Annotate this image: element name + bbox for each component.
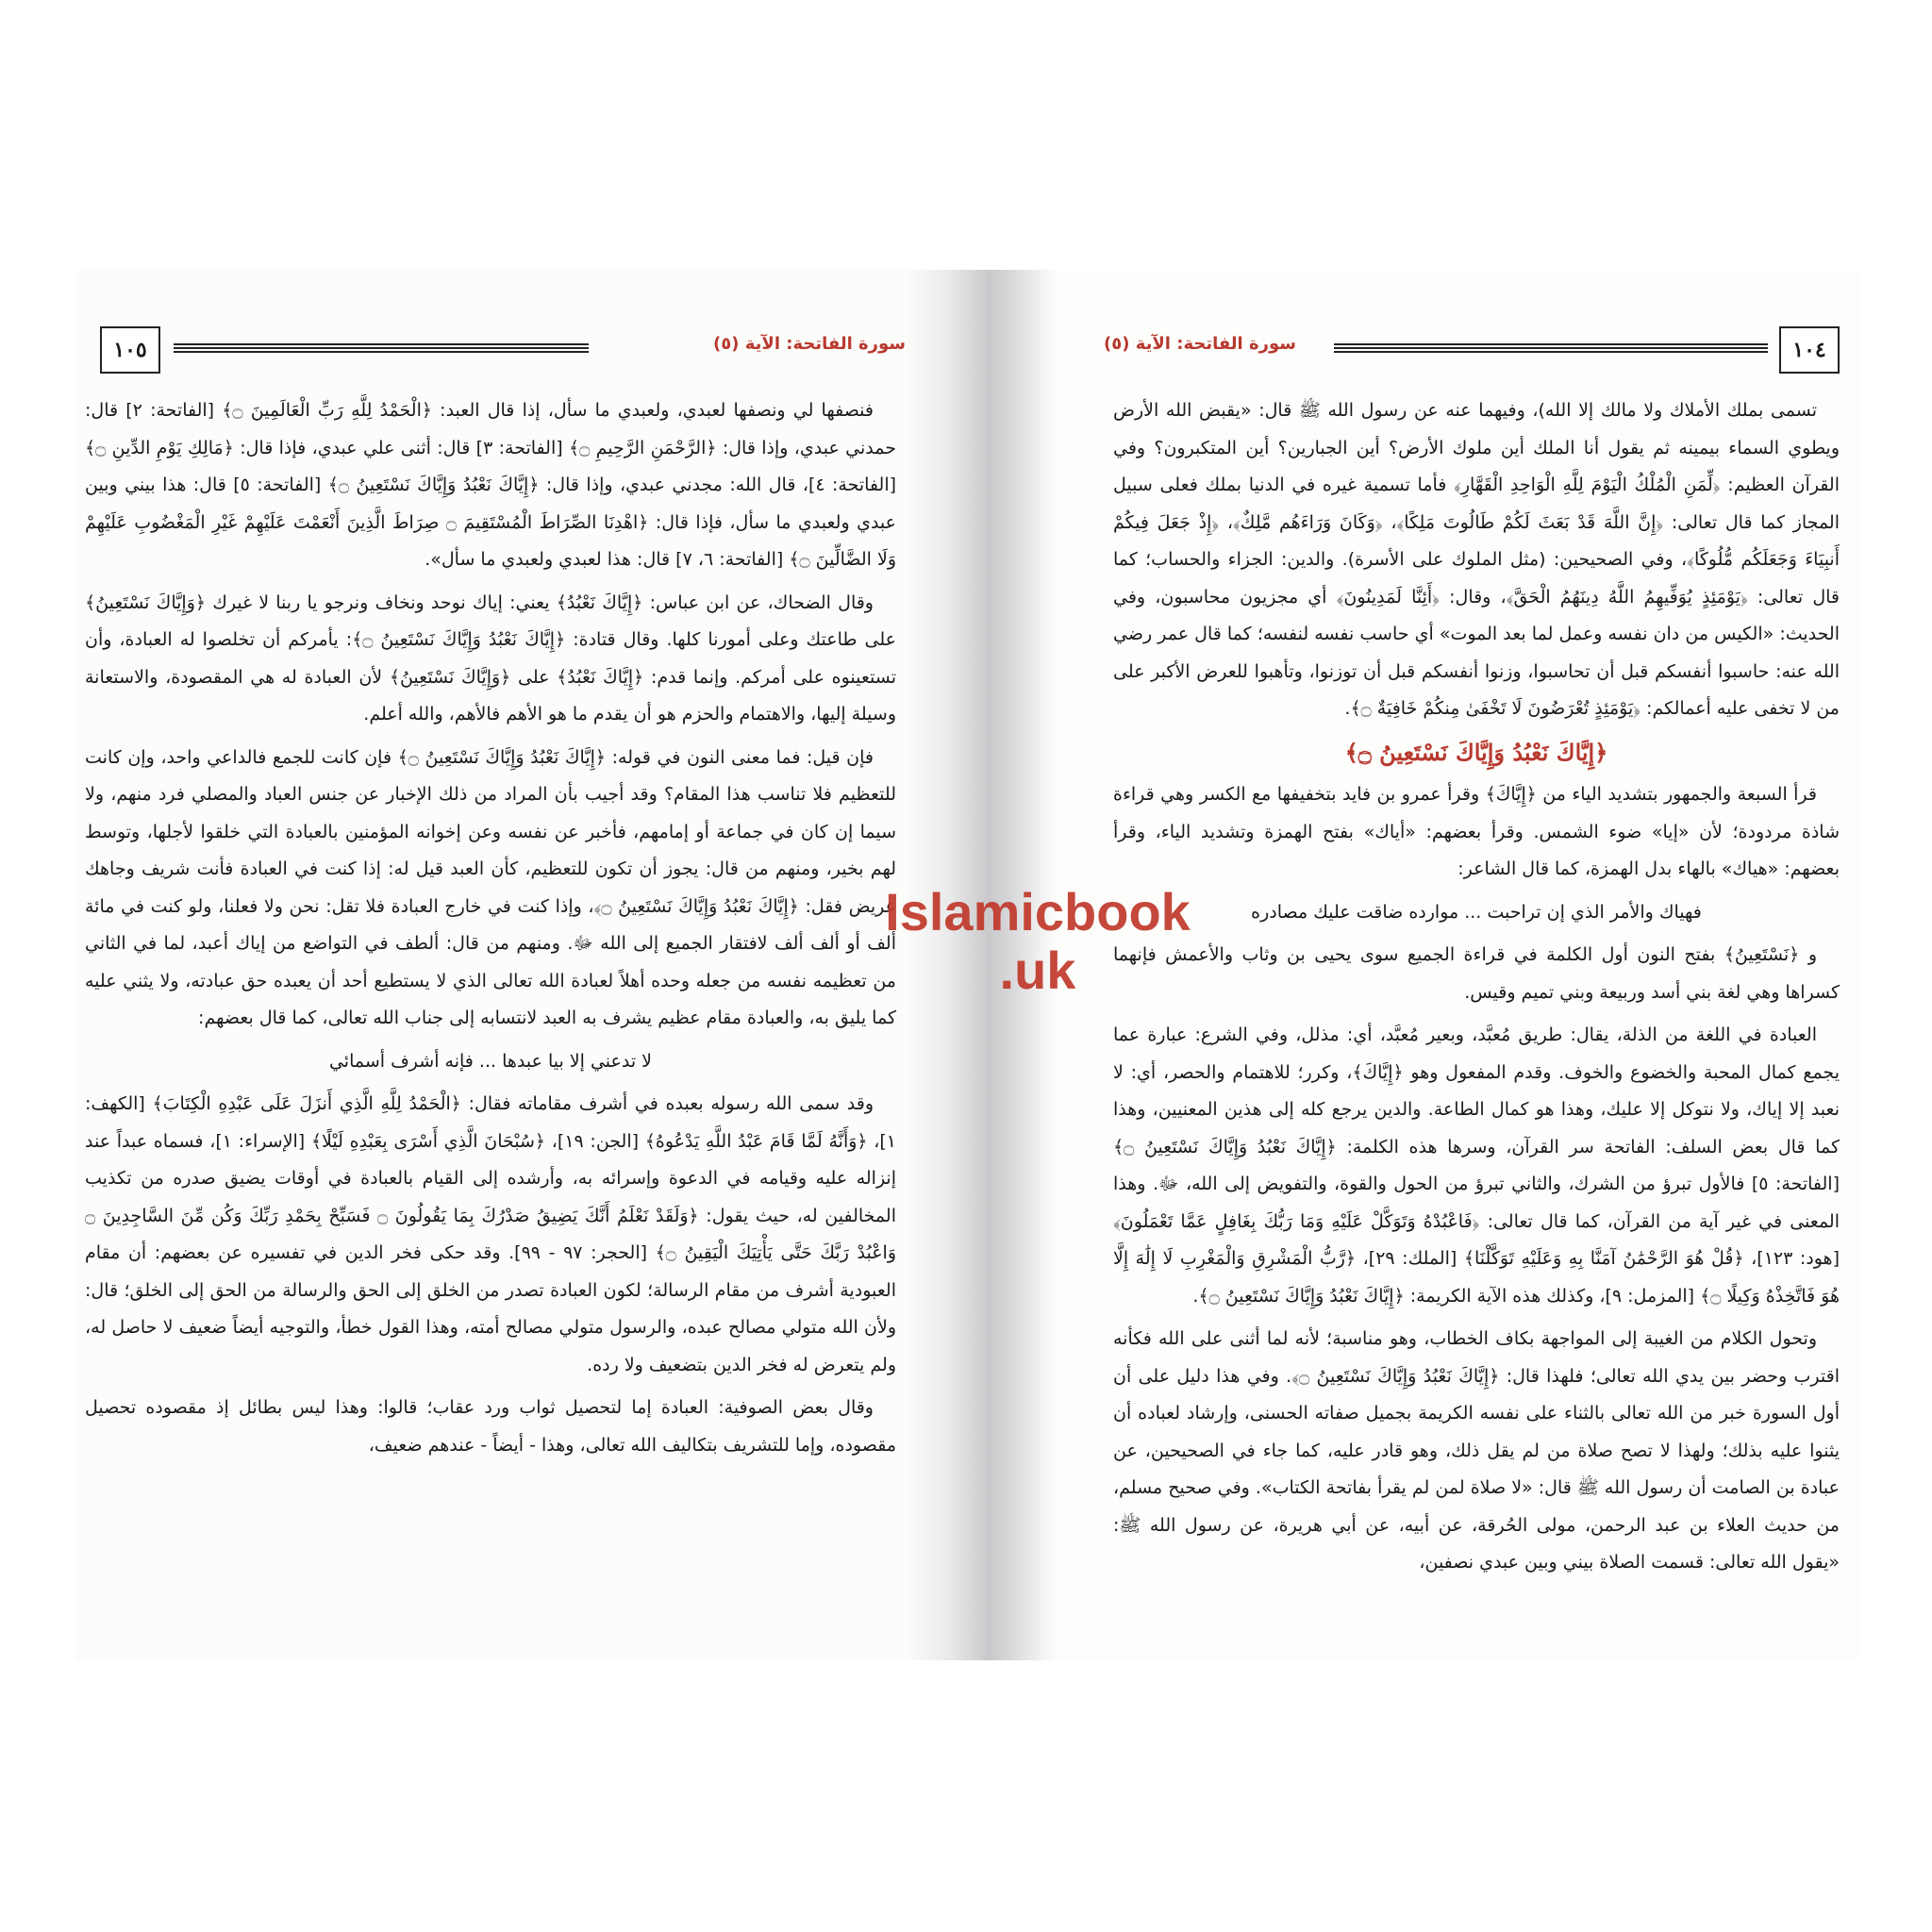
- paragraph: قرأ السبعة والجمهور بتشديد الياء من ﴿إِيَّاكَ﴾ وقرأ عمرو بن فايد بتخفيفها مع الكسر وهي قراءة شاذة مردودة؛ لأن «إيا» ضوء الشمس. وقرأ بعضهم: «أياك» بفتح الهمزة وتشديد الياء، وقرأ بعضهم: «هياك» بالهاء بدل الهمزة، كما قال الشاعر:: [1113, 784, 1840, 879]
- left-page: [75, 270, 968, 1660]
- paragraph: و ﴿نَسْتَعِينُ﴾ بفتح النون أول الكلمة في قراءة الجميع سوى يحيى بن وثاب والأعمش فإنهما كسراها وهي لغة بني أسد وربيعة وبني تميم وقيس.: [1113, 944, 1840, 1003]
- paragraph: وقد سمى الله رسوله بعبده في أشرف مقاماته فقال: ﴿الْحَمْدُ لِلَّهِ الَّذِي أَنزَلَ عَلَى عَبْدِهِ الْكِتَابَ﴾ [الكهف: ١]، ﴿وَأَنَّهُ لَمَّا قَامَ عَبْدُ اللَّهِ يَدْعُوهُ﴾ [الجن: ١٩]، ﴿سُبْحَانَ الَّذِي أَسْرَى بِعَبْدِهِ لَيْلًا﴾ [الإسراء: ١]، فسماه عبداً عند إنزاله عليه وقيامه في الدعوة وإسرائه به، وأرشده إلى القيام بالعبادة في أوقات يضيق صدره من تكذيب المخالفين له، حيث يقول: ﴿وَلَقَدْ نَعْلَمُ أَنَّكَ يَضِيقُ صَدْرُكَ بِمَا يَقُولُونَ ۝ فَسَبِّحْ بِحَمْدِ رَبِّكَ وَكُن مِّنَ السَّاجِدِينَ ۝ وَاعْبُدْ رَبَّكَ حَتَّى يَأْتِيَكَ الْيَقِينُ ۝﴾ [الحجر: ٩٧ - ٩٩]. وقد حكى فخر الدين في تفسيره عن بعضهم: أن مقام العبودية أشرف من مقام الرسالة؛ لكون العبادة تصدر من الخلق إلى الحق والرسالة من الحق إلى الخلق؛ قال: ولأن الله متولي مصالح عبده، والرسول متولي مصالح أمته، وهذا القول خطأ، والتوجيه أيضاً ضعيف لا حاصل له، ولم يتعرض له فخر الدين بتضعيف ولا رده.: [85, 1093, 897, 1375]
- page-body: [85, 392, 896, 1470]
- poetry-line: لا تدعني إلا بيا عبدها ... فإنه أشرف أسمائي: [328, 1050, 653, 1072]
- page-body: [1113, 392, 1840, 1588]
- book-spread: [75, 270, 1858, 1660]
- header-rule: [1334, 343, 1768, 353]
- verse-heading: ﴿إِيَّاكَ نَعْبُدُ وَإِيَّاكَ نَسْتَعِينُ ۝﴾: [1344, 738, 1608, 766]
- running-title: سورة الفاتحة: الآية (٥): [713, 334, 906, 354]
- paragraph: وتحول الكلام من الغيبة إلى المواجهة بكاف الخطاب، وهو مناسبة؛ لأنه لما أثنى على الله فكأنه اقترب وحضر بين يدي الله تعالى؛ فلهذا قال: ﴿إِيَّاكَ نَعْبُدُ وَإِيَّاكَ نَسْتَعِينُ ۝﴾. وفي هذا دليل على أن أول السورة خبر من الله تعالى بالثناء على نفسه الكريمة بجميل صفاته الحسنى، وإرشاد لعباده أن يثنوا عليه بذلك؛ ولهذا لا تصح صلاة من لم يقل ذلك، وهو قادر عليه، كما جاء في الصحيحين، عن عبادة بن الصامت أن رسول الله ﷺ قال: «لا صلاة لمن لم يقرأ بفاتحة الكتاب». وفي صحيح مسلم، من حديث العلاء بن عبد الرحمن، مولى الحُرقة، عن أبيه، عن أبي هريرة، عن رسول الله ﷺ: «يقول الله تعالى: قسمت الصلاة بيني وبين عبدي نصفين،: [1113, 1328, 1840, 1573]
- paragraph: فإن قيل: فما معنى النون في قوله: ﴿إِيَّاكَ نَعْبُدُ وَإِيَّاكَ نَسْتَعِينُ ۝﴾ فإن كانت للجمع فالداعي واحد، وإن كانت للتعظيم فلا تناسب هذا المقام؟ وقد أجيب بأن المراد من ذلك الإخبار عن جنس العباد والمصلي فرد منهم، ولا سيما إن كان في جماعة أو إمامهم، فأخبر عن نفسه وعن إخوانه المؤمنين بالعبادة التي خلقوا لأجلها، وتوسط لهم بخير، ومنهم من قال: يجوز أن تكون للتعظيم، كأن العبد قيل له: إذا كنت في العبادة فأنت شريف وجاهك عريض فقل: ﴿إِيَّاكَ نَعْبُدُ وَإِيَّاكَ نَسْتَعِينُ ۝﴾، وإذا كنت في خارج العبادة فلا تقل: نحن ولا فعلنا، ولو كنت في مائة ألف أو ألف ألف لافتقار الجميع إلى الله ﷻ. ومنهم من قال: ألطف في التواضع من إياك أعبد، لما في الثاني من تعظيمه نفسه من جعله وحده أهلاً لعبادة الله تعالى الذي لا يستطيع أحد أن يعبده حق عبادته، ولا يثني عليه كما يليق به، والعبادة مقام عظيم يشرف به العبد لانتسابه إلى جناب الله تعالى، كما قال بعضهم:: [85, 746, 896, 1028]
- page-header: [1104, 326, 1840, 374]
- header-rule: [174, 343, 589, 353]
- watermark-line: .uk: [999, 941, 1076, 1000]
- right-page: [981, 270, 1858, 1660]
- paragraph: تسمى بملك الأملاك ولا مالك إلا الله)، وفيهما عنه عن رسول الله ﷺ قال: «يقبض الله الأرض ويطوي السماء بيمينه ثم يقول أنا الملك أين ملوك الأرض؟ أين الجبارين؟ أين المتكبرون؟ وفي القرآن العظيم: ﴿لِّمَنِ الْمُلْكُ الْيَوْمَ لِلَّهِ الْوَاحِدِ الْقَهَّارِ﴾ فأما تسمية غيره في الدنيا بملك فعلى سبيل المجاز كما قال تعالى: ﴿إِنَّ اللَّهَ قَدْ بَعَثَ لَكُمْ طَالُوتَ مَلِكًا﴾، ﴿وَكَانَ وَرَاءَهُم مَّلِكٌ﴾، ﴿إِذْ جَعَلَ فِيكُمْ أَنبِيَاءَ وَجَعَلَكُم مُّلُوكًا﴾، وفي الصحيحين: (مثل الملوك على الأسرة). والدين: الجزاء والحساب؛ كما قال تعالى: ﴿يَوْمَئِذٍ يُوَفِّيهِمُ اللَّهُ دِينَهُمُ الْحَقَّ﴾، وقال: ﴿أَئِنَّا لَمَدِينُونَ﴾ أي مجزيون محاسبون، وفي الحديث: «الكيس من دان نفسه وعمل لما بعد الموت» أي حاسب نفسه لنفسه؛ كما قال عمر رضي الله عنه: حاسبوا أنفسكم قبل أن تحاسبوا، وزنوا أنفسكم قبل أن توزنوا، وتأهبوا للعرض الأكبر على من لا تخفى عليه أعمالكم: ﴿يَوْمَئِذٍ تُعْرَضُونَ لَا تَخْفَىٰ مِنكُمْ خَافِيَةٌ ۝﴾.: [1113, 400, 1840, 719]
- watermark-line: Islamicbook: [885, 882, 1191, 941]
- page-number: ١٠٤: [1779, 326, 1840, 374]
- page-header: [94, 326, 906, 374]
- paragraph: وقال الضحاك، عن ابن عباس: ﴿إِيَّاكَ نَعْبُدُ﴾ يعني: إياك نوحد ونخاف ونرجو يا ربنا لا غيرك ﴿وَإِيَّاكَ نَسْتَعِينُ﴾ على طاعتك وعلى أمورنا كلها. وقال قتادة: ﴿إِيَّاكَ نَعْبُدُ وَإِيَّاكَ نَسْتَعِينُ ۝﴾: يأمركم أن تخلصوا له العبادة، وأن تستعينوه على أمركم. وإنما قدم: ﴿إِيَّاكَ نَعْبُدُ﴾ على ﴿وَإِيَّاكَ نَسْتَعِينُ﴾ لأن العبادة له هي المقصودة، والاستعانة وسيلة إليها، والاهتمام والحزم هو أن يقدم ما هو الأهم فالأهم، والله أعلم.: [85, 591, 896, 724]
- paragraph: وقال بعض الصوفية: العبادة إما لتحصيل ثواب ورد عقاب؛ قالوا: وهذا ليس بطائل إذ مقصوده تحصيل مقصوده، وإما للتشريف بتكاليف الله تعالى، وهذا - أيضاً - عندهم ضعيف،: [85, 1397, 896, 1456]
- poetry-line: فهياك والأمر الذي إن تراحبت ... موارده ضاقت عليك مصادره: [1251, 901, 1702, 923]
- running-title: سورة الفاتحة: الآية (٥): [1104, 334, 1296, 354]
- paragraph: العبادة في اللغة من الذلة، يقال: طريق مُعبَّد، وبعير مُعبَّد، أي: مذلل، وفي الشرع: عبارة عما يجمع كمال المحبة والخضوع والخوف. وقدم المفعول وهو ﴿إِيَّاكَ﴾، وكرر؛ للاهتمام والحصر، أي: لا نعبد إلا إياك، ولا نتوكل إلا عليك، وهذا هو كمال الطاعة. والدين يرجع كله إلى هذين المعنيين، وهذا كما قال بعض السلف: الفاتحة سر القرآن، وسرها هذه الكلمة: ﴿إِيَّاكَ نَعْبُدُ وَإِيَّاكَ نَسْتَعِينُ ۝﴾ [الفاتحة: ٥] فالأول تبرؤ من الشرك، والثاني تبرؤ من الحول والقوة، والتفويض إلى الله، ﷻ. وهذا المعنى في غير آية من القرآن، كما قال تعالى: ﴿فَاعْبُدْهُ وَتَوَكَّلْ عَلَيْهِ وَمَا رَبُّكَ بِغَافِلٍ عَمَّا تَعْمَلُونَ﴾ [هود: ١٢٣]، ﴿قُلْ هُوَ الرَّحْمَٰنُ آمَنَّا بِهِ وَعَلَيْهِ تَوَكَّلْنَا﴾ [الملك: ٢٩]، ﴿رَّبُّ الْمَشْرِقِ وَالْمَغْرِبِ لَا إِلَٰهَ إِلَّا هُوَ فَاتَّخِذْهُ وَكِيلًا ۝﴾ [المزمل: ٩]، وكذلك هذه الآية الكريمة: ﴿إِيَّاكَ نَعْبُدُ وَإِيَّاكَ نَسْتَعِينُ ۝﴾.: [1113, 1024, 1840, 1307]
- book-gutter: [906, 270, 1057, 1660]
- page-number: ١٠٥: [100, 326, 160, 374]
- paragraph: فنصفها لي ونصفها لعبدي، ولعبدي ما سأل، إذا قال العبد: ﴿الْحَمْدُ لِلَّهِ رَبِّ الْعَالَمِينَ ۝﴾ [الفاتحة: ٢] قال: حمدني عبدي، وإذا قال: ﴿الرَّحْمَنِ الرَّحِيمِ ۝﴾ [الفاتحة: ٣] قال: أثنى علي عبدي، فإذا قال: ﴿مَالِكِ يَوْمِ الدِّينِ ۝﴾ [الفاتحة: ٤]، قال الله: مجدني عبدي، وإذا قال: ﴿إِيَّاكَ نَعْبُدُ وَإِيَّاكَ نَسْتَعِينُ ۝﴾ [الفاتحة: ٥] قال: هذا بيني وبين عبدي ولعبدي ما سأل، فإذا قال: ﴿اهْدِنَا الصِّرَاطَ الْمُسْتَقِيمَ ۝ صِرَاطَ الَّذِينَ أَنْعَمْتَ عَلَيْهِمْ غَيْرِ الْمَغْضُوبِ عَلَيْهِمْ وَلَا الضَّالِّينَ ۝﴾ [الفاتحة: ٦، ٧] قال: هذا لعبدي ولعبدي ما سأل».: [85, 400, 897, 570]
